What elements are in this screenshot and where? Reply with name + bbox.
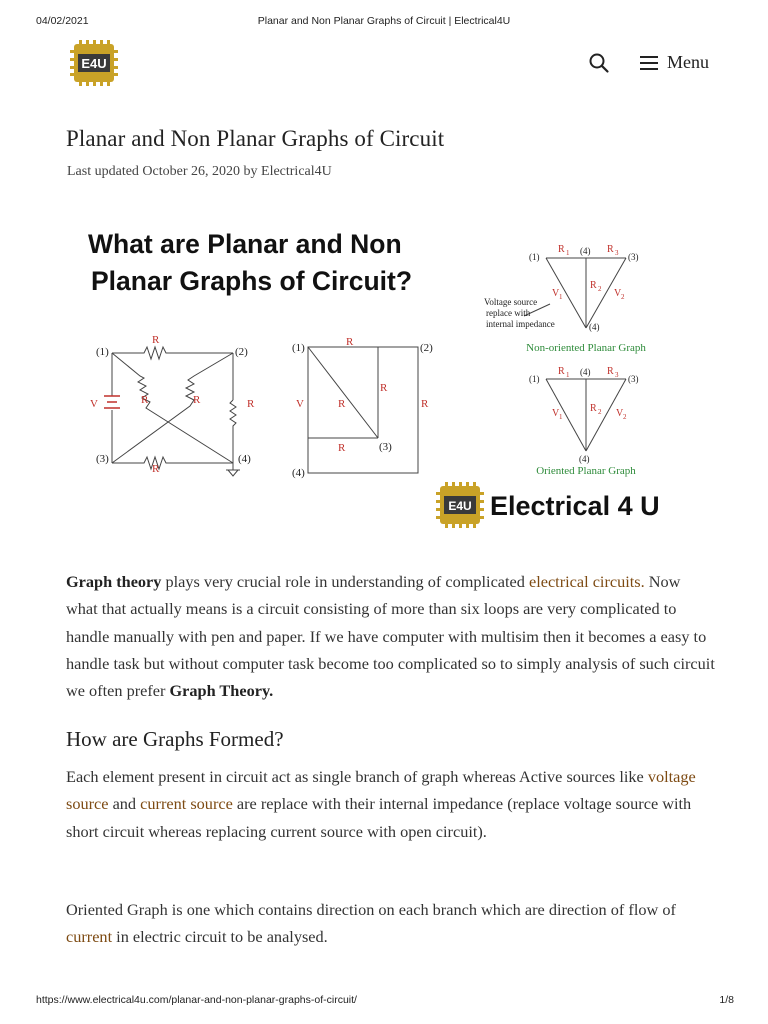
svg-text:(1): (1) [292, 342, 305, 354]
section-heading: How are Graphs Formed? [66, 727, 284, 751]
caption-non-oriented: Non-oriented Planar Graph [526, 342, 646, 354]
svg-text:V: V [296, 398, 304, 410]
current-source-link[interactable]: current source [140, 794, 233, 814]
current-link[interactable]: current [66, 927, 113, 947]
hamburger-icon [640, 56, 658, 70]
svg-text:R: R [247, 398, 255, 410]
svg-text:(1): (1) [96, 346, 109, 358]
caption-oriented: Oriented Planar Graph [536, 465, 636, 477]
print-date: 04/02/2021 [36, 15, 89, 27]
svg-text:R: R [590, 280, 597, 291]
logo-text: E4U [81, 56, 107, 71]
svg-text:1: 1 [559, 293, 563, 301]
svg-text:R: R [421, 398, 429, 410]
menu-label: Menu [667, 52, 709, 72]
non-oriented-planar-graph [524, 258, 626, 328]
svg-text:(3): (3) [628, 374, 639, 384]
svg-text:(1): (1) [529, 252, 540, 262]
svg-text:R: R [558, 366, 565, 377]
graphs-formed-paragraph: Each element present in circuit act as single branch of graph whereas Active sources like voltage source and current source are replace with their internal impedance (replace voltage source with short circuit whereas replacing current source with open circuit). [66, 767, 696, 841]
svg-text:replace with: replace with [486, 308, 531, 318]
svg-text:1: 1 [559, 413, 563, 421]
search-button[interactable] [588, 52, 610, 74]
oriented-graph-paragraph: Oriented Graph is one which contains direction on each branch which are direction of flow of current in electric circuit to be analysed. [66, 900, 676, 947]
electrical-circuits-link[interactable]: electrical circuits. [528, 572, 645, 591]
chip-logo-icon [70, 40, 118, 86]
hero-headline-1: What are Planar and Non [88, 229, 402, 259]
svg-text:(4): (4) [580, 246, 591, 256]
svg-text:R: R [152, 334, 160, 346]
svg-text:E4U: E4U [448, 499, 472, 513]
svg-text:R: R [590, 403, 597, 414]
print-page-number: 1/8 [719, 994, 734, 1006]
svg-text:R: R [558, 244, 565, 255]
hero-image [66, 208, 706, 544]
svg-text:2: 2 [598, 285, 602, 293]
brand-logo-icon [436, 482, 484, 528]
svg-text:(4): (4) [580, 367, 591, 377]
svg-text:R: R [338, 398, 346, 410]
svg-text:3: 3 [615, 249, 619, 257]
svg-text:(3): (3) [628, 252, 639, 262]
svg-text:V: V [614, 288, 622, 299]
svg-text:1: 1 [566, 371, 570, 379]
svg-text:R: R [338, 442, 346, 454]
svg-text:(1): (1) [529, 374, 540, 384]
svg-text:(3): (3) [379, 441, 392, 453]
circuit-diagram-2 [308, 347, 418, 473]
menu-button[interactable] [640, 52, 709, 73]
site-logo[interactable] [70, 40, 118, 86]
voltage-source-link[interactable]: voltage source [66, 767, 696, 814]
svg-text:(4): (4) [579, 454, 590, 464]
svg-text:V: V [552, 408, 560, 419]
svg-text:Voltage source: Voltage source [484, 297, 538, 307]
article-meta: Last updated October 26, 2020 by Electrical4U [67, 164, 332, 179]
svg-text:(4): (4) [292, 467, 305, 479]
svg-text:R: R [193, 394, 201, 406]
hero-brand-text: Electrical 4 U [490, 491, 660, 521]
svg-text:R: R [380, 382, 388, 394]
print-url: https://www.electrical4u.com/planar-and-non-planar-graphs-of-circuit/ [36, 994, 357, 1006]
svg-text:V: V [616, 408, 624, 419]
svg-text:3: 3 [615, 371, 619, 379]
svg-text:1: 1 [566, 249, 570, 257]
svg-text:2: 2 [621, 293, 625, 301]
hero-headline-2: Planar Graphs of Circuit? [91, 266, 413, 296]
svg-text:R: R [152, 463, 160, 475]
circuit-diagram-1 [104, 347, 240, 476]
svg-text:R: R [141, 394, 149, 406]
svg-text:internal impedance: internal impedance [486, 319, 555, 329]
svg-text:R: R [346, 336, 354, 348]
svg-text:(2): (2) [420, 342, 433, 354]
svg-text:R: R [607, 366, 614, 377]
svg-text:R: R [607, 244, 614, 255]
svg-text:V: V [552, 288, 560, 299]
graph-theory-bold: Graph theory [66, 572, 162, 591]
print-page-title: Planar and Non Planar Graphs of Circuit | Electrical4U [257, 15, 511, 27]
svg-text:V: V [90, 398, 98, 410]
graph-theory-bold-2: Graph Theory. [169, 681, 274, 701]
intro-paragraph: Graph theory plays very crucial role in understanding of complicated electrical circuits. Now what that actually means is a circuit consisting of more than six loops are very complicated to handle manually with pen and paper. If we have computer with multisim then it becomes a easy to handle task but without computer task become too complicated so to simply analysis of such circuit we often prefer Graph Theory. [66, 572, 715, 701]
svg-text:(2): (2) [235, 346, 248, 358]
svg-text:(4): (4) [238, 453, 251, 465]
svg-text:2: 2 [623, 413, 627, 421]
svg-text:(4): (4) [589, 322, 600, 332]
svg-text:2: 2 [598, 408, 602, 416]
svg-text:(3): (3) [96, 453, 109, 465]
article-title: Planar and Non Planar Graphs of Circuit [66, 126, 445, 151]
search-icon [588, 52, 610, 74]
